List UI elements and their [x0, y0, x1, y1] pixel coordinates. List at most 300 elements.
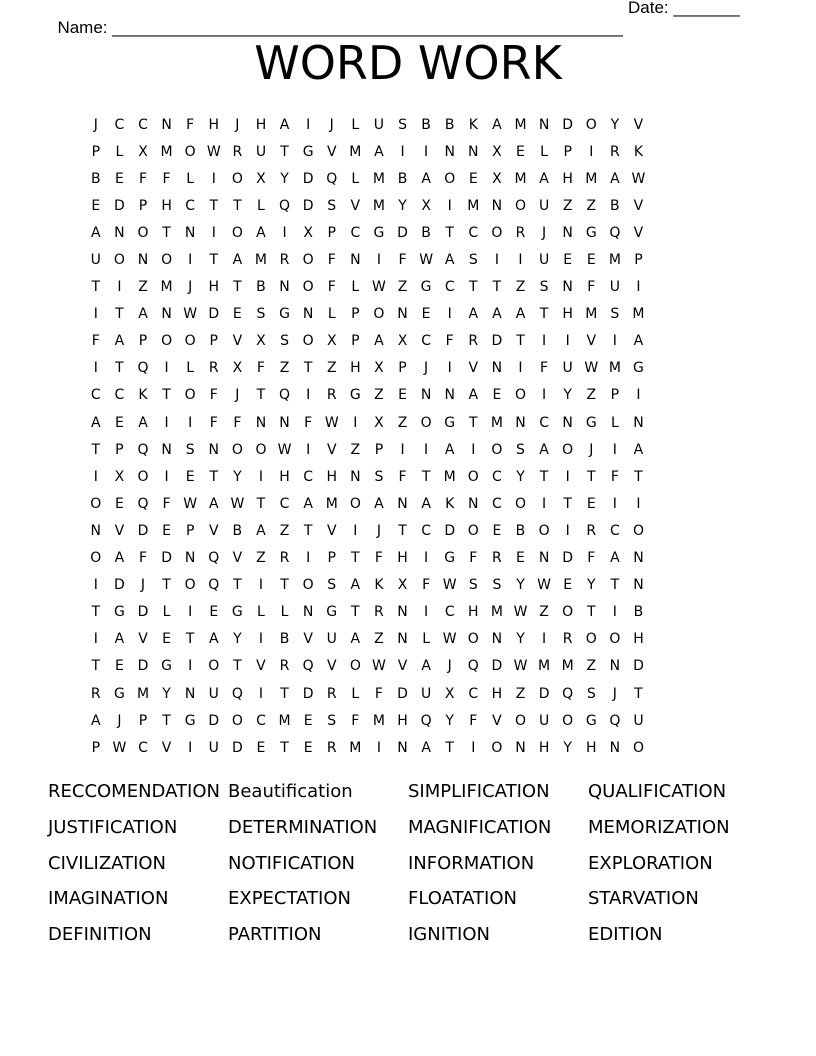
grid-letter[interactable]: M: [372, 712, 385, 729]
grid-letter[interactable]: W: [183, 495, 198, 512]
grid-letter[interactable]: N: [420, 387, 432, 404]
grid-letter[interactable]: F: [374, 550, 383, 567]
grid-letter[interactable]: N: [538, 116, 550, 133]
grid-letter[interactable]: N: [609, 658, 621, 675]
grid-letter[interactable]: I: [211, 224, 216, 241]
grid-letter[interactable]: P: [327, 224, 336, 241]
grid-letter[interactable]: I: [258, 468, 264, 485]
grid-letter[interactable]: V: [326, 143, 337, 160]
grid-letter[interactable]: N: [302, 306, 314, 323]
grid-letter[interactable]: N: [444, 387, 455, 404]
grid-letter[interactable]: I: [188, 739, 193, 756]
grid-letter[interactable]: S: [398, 116, 407, 133]
grid-letter[interactable]: L: [540, 143, 548, 160]
grid-letter[interactable]: T: [91, 658, 101, 675]
grid-letter[interactable]: D: [562, 550, 574, 567]
grid-letter[interactable]: R: [586, 522, 597, 539]
grid-letter[interactable]: B: [279, 631, 290, 648]
grid-letter[interactable]: I: [164, 414, 169, 431]
grid-letter[interactable]: F: [186, 116, 195, 133]
grid-letter[interactable]: O: [184, 333, 196, 350]
grid-letter[interactable]: O: [514, 712, 526, 729]
date-field[interactable]: Date: _______: [628, 0, 740, 17]
grid-letter[interactable]: I: [376, 739, 381, 756]
grid-letter[interactable]: L: [115, 143, 124, 160]
grid-letter[interactable]: M: [490, 604, 503, 621]
grid-letter[interactable]: A: [208, 631, 219, 648]
grid-letter[interactable]: Z: [256, 550, 266, 567]
grid-letter[interactable]: E: [586, 252, 596, 269]
grid-letter[interactable]: L: [351, 116, 360, 133]
grid-letter[interactable]: F: [587, 279, 596, 296]
grid-letter[interactable]: A: [421, 170, 431, 187]
grid-letter[interactable]: O: [208, 658, 220, 675]
grid-letter[interactable]: T: [445, 739, 454, 756]
grid-letter[interactable]: I: [612, 495, 617, 512]
grid-letter[interactable]: A: [374, 143, 384, 160]
grid-letter[interactable]: I: [258, 685, 264, 702]
grid-letter[interactable]: X: [303, 224, 313, 241]
grid-letter[interactable]: H: [491, 685, 503, 702]
grid-letter[interactable]: F: [162, 495, 171, 512]
grid-letter[interactable]: G: [326, 604, 338, 621]
grid-letter[interactable]: O: [562, 712, 574, 729]
grid-letter[interactable]: T: [162, 712, 171, 729]
grid-letter[interactable]: W: [112, 739, 127, 756]
grid-letter[interactable]: Y: [233, 468, 242, 485]
grid-letter[interactable]: D: [114, 577, 125, 594]
grid-letter[interactable]: V: [232, 333, 243, 350]
grid-letter[interactable]: A: [633, 441, 644, 458]
grid-letter[interactable]: W: [277, 441, 292, 458]
grid-letter[interactable]: T: [280, 577, 289, 594]
grid-letter[interactable]: F: [91, 333, 100, 350]
grid-letter[interactable]: I: [306, 116, 311, 133]
grid-letter[interactable]: G: [585, 224, 597, 241]
grid-letter[interactable]: T: [303, 522, 313, 539]
grid-letter[interactable]: N: [208, 441, 219, 458]
grid-letter[interactable]: C: [492, 468, 502, 485]
grid-letter[interactable]: S: [586, 685, 596, 702]
grid-letter[interactable]: G: [585, 712, 597, 729]
grid-letter[interactable]: Q: [562, 685, 574, 702]
grid-letter[interactable]: E: [114, 414, 124, 431]
grid-letter[interactable]: T: [162, 577, 171, 594]
grid-letter[interactable]: S: [492, 577, 502, 594]
grid-letter[interactable]: K: [468, 116, 478, 133]
grid-letter[interactable]: V: [326, 441, 337, 458]
grid-letter[interactable]: A: [208, 495, 219, 512]
grid-letter[interactable]: N: [397, 306, 408, 323]
grid-letter[interactable]: D: [208, 712, 220, 729]
grid-letter[interactable]: F: [209, 387, 218, 404]
grid-letter[interactable]: E: [162, 631, 171, 648]
grid-letter[interactable]: M: [514, 116, 527, 133]
grid-letter[interactable]: V: [633, 224, 644, 241]
grid-letter[interactable]: Z: [350, 441, 361, 458]
grid-letter[interactable]: E: [209, 604, 219, 621]
grid-letter[interactable]: F: [209, 414, 218, 431]
grid-letter[interactable]: E: [303, 712, 313, 729]
grid-letter[interactable]: X: [232, 360, 243, 377]
grid-letter[interactable]: P: [374, 441, 384, 458]
grid-letter[interactable]: H: [161, 197, 172, 214]
grid-letter[interactable]: O: [562, 604, 574, 621]
grid-letter[interactable]: P: [563, 143, 572, 160]
grid-letter[interactable]: V: [303, 631, 313, 648]
grid-letter[interactable]: G: [585, 414, 597, 431]
grid-letter[interactable]: M: [467, 197, 480, 214]
grid-letter[interactable]: V: [468, 360, 479, 377]
grid-letter[interactable]: U: [208, 685, 219, 702]
grid-letter[interactable]: C: [303, 468, 314, 485]
grid-letter[interactable]: U: [538, 197, 550, 214]
grid-letter[interactable]: S: [256, 306, 266, 323]
grid-letter[interactable]: N: [161, 116, 172, 133]
grid-letter[interactable]: F: [398, 252, 407, 269]
grid-letter[interactable]: U: [255, 143, 267, 160]
grid-letter[interactable]: Y: [610, 116, 620, 133]
grid-letter[interactable]: E: [185, 468, 195, 485]
grid-letter[interactable]: T: [280, 685, 289, 702]
grid-letter[interactable]: U: [420, 685, 432, 702]
grid-letter[interactable]: P: [351, 306, 360, 323]
grid-letter[interactable]: O: [491, 224, 503, 241]
grid-letter[interactable]: A: [515, 306, 526, 323]
grid-letter[interactable]: F: [327, 279, 336, 296]
grid-letter[interactable]: A: [468, 387, 479, 404]
grid-letter[interactable]: S: [185, 441, 195, 458]
grid-letter[interactable]: T: [351, 550, 360, 567]
grid-letter[interactable]: E: [492, 522, 502, 539]
grid-letter[interactable]: A: [633, 333, 644, 350]
grid-letter[interactable]: X: [444, 685, 455, 702]
grid-letter[interactable]: B: [256, 279, 266, 296]
grid-letter[interactable]: S: [280, 333, 289, 350]
grid-letter[interactable]: N: [515, 739, 526, 756]
grid-letter[interactable]: V: [114, 522, 125, 539]
grid-letter[interactable]: Z: [586, 387, 597, 404]
grid-letter[interactable]: Y: [586, 577, 596, 594]
grid-letter[interactable]: G: [444, 550, 456, 567]
grid-letter[interactable]: U: [633, 712, 644, 729]
grid-letter[interactable]: Z: [279, 522, 290, 539]
grid-letter[interactable]: O: [514, 387, 526, 404]
grid-letter[interactable]: E: [563, 252, 573, 269]
grid-letter[interactable]: A: [492, 116, 502, 133]
grid-letter[interactable]: Q: [609, 224, 621, 241]
grid-letter[interactable]: Z: [374, 631, 384, 648]
grid-letter[interactable]: R: [326, 685, 337, 702]
grid-letter[interactable]: R: [515, 224, 526, 241]
grid-letter[interactable]: F: [256, 360, 265, 377]
grid-letter[interactable]: A: [114, 550, 125, 567]
grid-letter[interactable]: Y: [516, 631, 525, 648]
grid-letter[interactable]: O: [609, 631, 621, 648]
grid-letter[interactable]: H: [326, 468, 337, 485]
grid-letter[interactable]: L: [610, 414, 619, 431]
grid-letter[interactable]: O: [302, 333, 314, 350]
grid-letter[interactable]: A: [610, 170, 620, 187]
grid-letter[interactable]: A: [138, 306, 148, 323]
grid-letter[interactable]: P: [610, 387, 620, 404]
grid-letter[interactable]: M: [160, 143, 173, 160]
grid-letter[interactable]: T: [539, 468, 549, 485]
grid-letter[interactable]: Y: [162, 685, 171, 702]
grid-letter[interactable]: U: [562, 360, 573, 377]
grid-letter[interactable]: E: [303, 739, 313, 756]
grid-letter[interactable]: M: [632, 306, 645, 323]
grid-letter[interactable]: T: [256, 387, 266, 404]
grid-letter[interactable]: B: [421, 224, 431, 241]
grid-letter[interactable]: E: [516, 550, 525, 567]
grid-letter[interactable]: A: [91, 414, 101, 431]
grid-letter[interactable]: A: [468, 306, 479, 323]
grid-letter[interactable]: F: [304, 414, 313, 431]
grid-letter[interactable]: N: [302, 604, 314, 621]
grid-letter[interactable]: V: [633, 116, 644, 133]
grid-letter[interactable]: U: [538, 712, 550, 729]
grid-letter[interactable]: H: [397, 550, 408, 567]
grid-letter[interactable]: E: [492, 387, 502, 404]
grid-letter[interactable]: B: [444, 116, 455, 133]
grid-letter[interactable]: O: [302, 252, 314, 269]
grid-letter[interactable]: F: [587, 550, 596, 567]
grid-letter[interactable]: E: [468, 170, 478, 187]
grid-letter[interactable]: S: [468, 252, 478, 269]
grid-letter[interactable]: P: [91, 143, 101, 160]
grid-letter[interactable]: C: [539, 414, 549, 431]
grid-letter[interactable]: T: [91, 604, 101, 621]
grid-letter[interactable]: I: [424, 604, 429, 621]
grid-letter[interactable]: T: [233, 279, 242, 296]
grid-letter[interactable]: V: [326, 658, 337, 675]
grid-letter[interactable]: T: [610, 577, 620, 594]
grid-letter[interactable]: N: [633, 550, 644, 567]
grid-letter[interactable]: V: [586, 333, 597, 350]
grid-letter[interactable]: V: [208, 522, 219, 539]
grid-letter[interactable]: M: [514, 170, 527, 187]
grid-letter[interactable]: C: [444, 279, 455, 296]
grid-letter[interactable]: I: [565, 333, 570, 350]
grid-letter[interactable]: D: [208, 306, 220, 323]
grid-letter[interactable]: G: [444, 414, 456, 431]
grid-letter[interactable]: Y: [563, 739, 572, 756]
grid-letter[interactable]: Y: [516, 577, 525, 594]
grid-letter[interactable]: T: [634, 685, 643, 702]
grid-letter[interactable]: O: [161, 333, 173, 350]
grid-letter[interactable]: N: [468, 143, 479, 160]
grid-letter[interactable]: I: [424, 143, 429, 160]
grid-letter[interactable]: I: [188, 252, 193, 269]
grid-letter[interactable]: O: [231, 224, 243, 241]
grid-letter[interactable]: F: [469, 712, 478, 729]
grid-letter[interactable]: B: [633, 604, 644, 621]
grid-letter[interactable]: I: [93, 577, 98, 594]
grid-letter[interactable]: A: [91, 224, 101, 241]
grid-letter[interactable]: T: [280, 739, 289, 756]
grid-letter[interactable]: T: [233, 577, 242, 594]
grid-letter[interactable]: K: [633, 143, 644, 160]
grid-letter[interactable]: N: [255, 414, 267, 431]
grid-letter[interactable]: F: [138, 550, 148, 567]
grid-letter[interactable]: D: [302, 685, 314, 702]
grid-letter[interactable]: I: [258, 577, 264, 594]
grid-letter[interactable]: V: [350, 197, 361, 214]
grid-letter[interactable]: N: [562, 224, 573, 241]
grid-letter[interactable]: O: [562, 441, 574, 458]
grid-letter[interactable]: C: [114, 116, 125, 133]
grid-letter[interactable]: C: [444, 604, 455, 621]
grid-letter[interactable]: G: [420, 279, 432, 296]
grid-letter[interactable]: L: [327, 306, 336, 323]
grid-letter[interactable]: I: [471, 739, 476, 756]
grid-letter[interactable]: I: [93, 468, 98, 485]
grid-letter[interactable]: F: [445, 333, 454, 350]
grid-letter[interactable]: Z: [586, 658, 597, 675]
grid-letter[interactable]: I: [117, 279, 122, 296]
grid-letter[interactable]: T: [586, 604, 596, 621]
grid-letter[interactable]: Z: [326, 360, 337, 377]
grid-letter[interactable]: V: [492, 712, 502, 729]
grid-letter[interactable]: Z: [515, 685, 526, 702]
grid-letter[interactable]: C: [468, 685, 479, 702]
grid-letter[interactable]: I: [612, 441, 617, 458]
grid-letter[interactable]: L: [257, 197, 265, 214]
grid-letter[interactable]: F: [162, 170, 171, 187]
grid-letter[interactable]: Q: [208, 577, 220, 594]
grid-letter[interactable]: L: [351, 279, 360, 296]
grid-letter[interactable]: J: [542, 224, 547, 241]
grid-letter[interactable]: O: [231, 712, 243, 729]
grid-letter[interactable]: W: [372, 658, 386, 675]
grid-letter[interactable]: O: [137, 468, 149, 485]
grid-letter[interactable]: A: [421, 658, 431, 675]
grid-letter[interactable]: O: [585, 631, 597, 648]
grid-letter[interactable]: N: [137, 252, 149, 269]
grid-letter[interactable]: A: [421, 739, 431, 756]
grid-letter[interactable]: R: [232, 143, 243, 160]
grid-letter[interactable]: O: [349, 495, 361, 512]
grid-letter[interactable]: R: [492, 550, 502, 567]
grid-letter[interactable]: I: [211, 170, 216, 187]
grid-letter[interactable]: A: [114, 333, 125, 350]
grid-letter[interactable]: N: [633, 577, 644, 594]
grid-letter[interactable]: V: [256, 658, 266, 675]
grid-letter[interactable]: A: [114, 631, 125, 648]
grid-letter[interactable]: O: [420, 414, 432, 431]
grid-letter[interactable]: N: [114, 224, 125, 241]
grid-letter[interactable]: I: [636, 279, 641, 296]
grid-letter[interactable]: O: [373, 306, 385, 323]
grid-letter[interactable]: X: [397, 577, 408, 594]
grid-letter[interactable]: T: [233, 197, 242, 214]
grid-letter[interactable]: S: [610, 306, 620, 323]
grid-letter[interactable]: I: [565, 468, 570, 485]
grid-letter[interactable]: Q: [208, 550, 220, 567]
grid-letter[interactable]: I: [542, 495, 547, 512]
grid-letter[interactable]: P: [327, 550, 336, 567]
grid-letter[interactable]: T: [91, 279, 101, 296]
grid-letter[interactable]: J: [376, 522, 381, 539]
grid-letter[interactable]: H: [397, 712, 408, 729]
grid-letter[interactable]: T: [233, 658, 242, 675]
grid-letter[interactable]: G: [633, 360, 644, 377]
grid-letter[interactable]: M: [608, 252, 621, 269]
grid-letter[interactable]: V: [326, 522, 337, 539]
grid-letter[interactable]: T: [516, 333, 525, 350]
grid-letter[interactable]: X: [114, 468, 125, 485]
grid-letter[interactable]: W: [584, 360, 599, 377]
grid-letter[interactable]: F: [327, 252, 336, 269]
grid-letter[interactable]: T: [256, 495, 266, 512]
grid-letter[interactable]: N: [397, 495, 408, 512]
grid-letter[interactable]: G: [349, 387, 361, 404]
grid-letter[interactable]: F: [398, 468, 407, 485]
grid-letter[interactable]: W: [513, 658, 528, 675]
grid-letter[interactable]: J: [235, 387, 240, 404]
grid-letter[interactable]: I: [494, 252, 499, 269]
grid-letter[interactable]: A: [421, 495, 431, 512]
grid-letter[interactable]: A: [138, 414, 148, 431]
grid-letter[interactable]: D: [491, 333, 503, 350]
grid-letter[interactable]: Z: [562, 197, 573, 214]
grid-letter[interactable]: M: [443, 468, 456, 485]
grid-letter[interactable]: D: [137, 658, 149, 675]
grid-letter[interactable]: N: [491, 631, 503, 648]
name-field[interactable]: Name: ______________________________________________________: [57, 18, 623, 37]
grid-letter[interactable]: X: [326, 333, 337, 350]
grid-letter[interactable]: N: [397, 631, 408, 648]
grid-letter[interactable]: S: [539, 279, 549, 296]
grid-letter[interactable]: I: [188, 604, 193, 621]
grid-letter[interactable]: M: [585, 306, 598, 323]
grid-letter[interactable]: C: [350, 224, 361, 241]
grid-letter[interactable]: F: [469, 550, 478, 567]
grid-letter[interactable]: B: [90, 170, 101, 187]
grid-letter[interactable]: W: [324, 414, 339, 431]
grid-letter[interactable]: M: [372, 197, 385, 214]
grid-letter[interactable]: S: [327, 712, 337, 729]
grid-letter[interactable]: E: [563, 577, 573, 594]
grid-letter[interactable]: A: [539, 441, 549, 458]
grid-letter[interactable]: L: [351, 170, 360, 187]
grid-letter[interactable]: E: [586, 495, 596, 512]
grid-letter[interactable]: F: [138, 170, 148, 187]
grid-letter[interactable]: O: [255, 441, 267, 458]
grid-letter[interactable]: N: [279, 279, 290, 296]
grid-letter[interactable]: X: [256, 170, 266, 187]
grid-letter[interactable]: U: [609, 279, 620, 296]
grid-letter[interactable]: G: [231, 604, 243, 621]
grid-letter[interactable]: U: [373, 116, 385, 133]
grid-letter[interactable]: B: [232, 522, 243, 539]
grid-letter[interactable]: S: [468, 577, 478, 594]
grid-letter[interactable]: T: [115, 360, 124, 377]
grid-letter[interactable]: R: [279, 550, 290, 567]
grid-letter[interactable]: I: [258, 631, 264, 648]
grid-letter[interactable]: H: [562, 170, 573, 187]
grid-letter[interactable]: D: [633, 658, 644, 675]
grid-letter[interactable]: M: [490, 414, 503, 431]
grid-letter[interactable]: F: [422, 577, 431, 594]
grid-letter[interactable]: I: [424, 550, 429, 567]
grid-letter[interactable]: W: [419, 252, 434, 269]
grid-letter[interactable]: V: [161, 739, 172, 756]
grid-letter[interactable]: M: [254, 252, 267, 269]
grid-letter[interactable]: I: [447, 306, 452, 323]
grid-letter[interactable]: N: [562, 414, 573, 431]
